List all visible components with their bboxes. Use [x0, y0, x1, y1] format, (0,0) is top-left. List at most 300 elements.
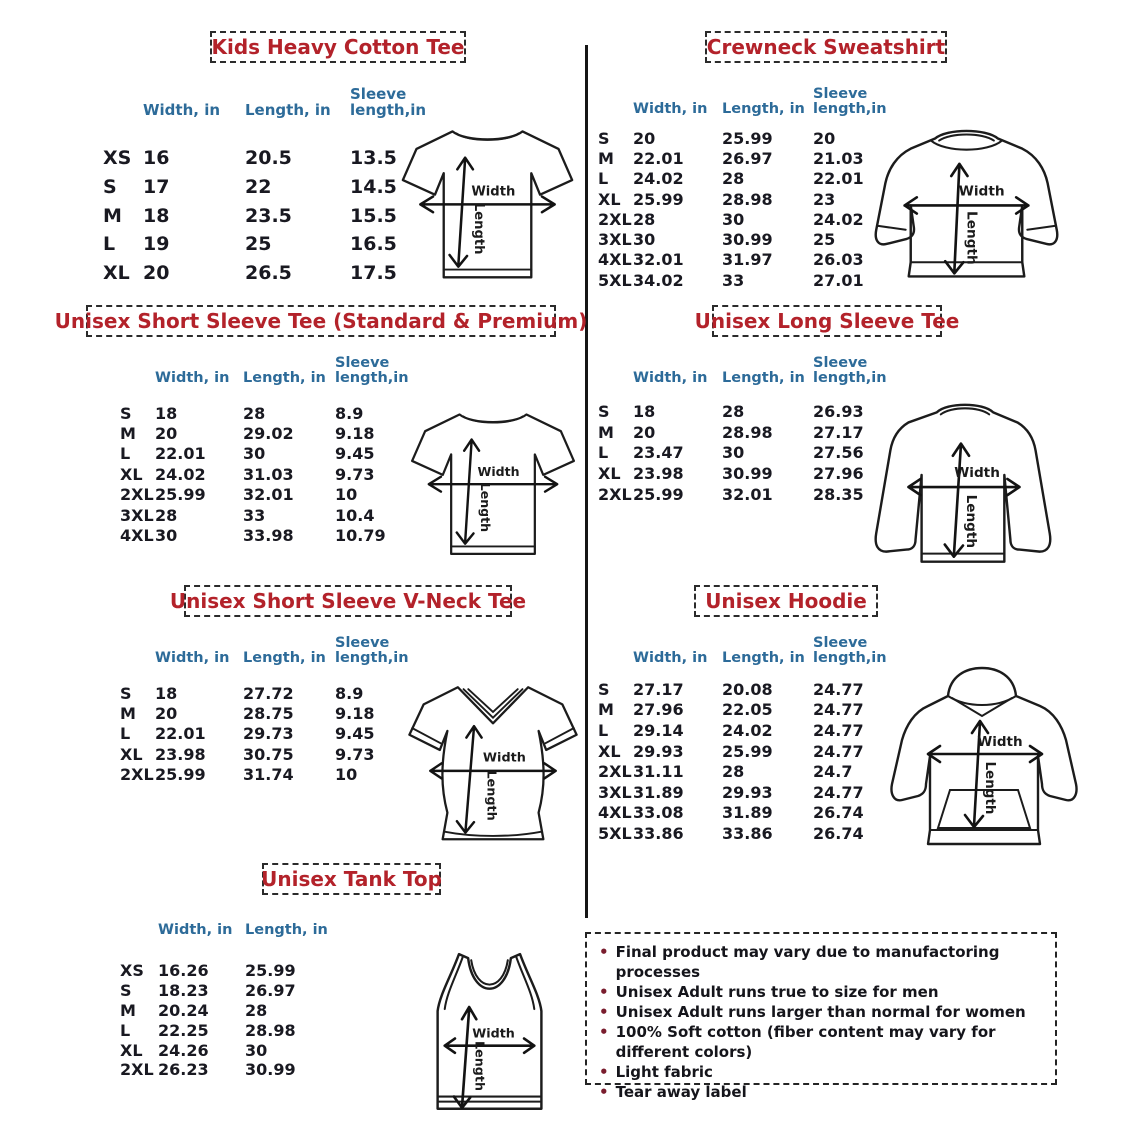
length-cell: 25.99	[245, 961, 296, 981]
length-cell: 31.74	[243, 765, 294, 785]
length-label: Length	[963, 494, 979, 549]
width-cell: 20	[633, 128, 656, 148]
note-text: 100% Soft cotton (fiber content may vary for different colors)	[615, 1023, 996, 1061]
size-cell: 5XL	[598, 823, 632, 843]
table-row	[598, 803, 897, 824]
width-cell: 34.02	[633, 270, 684, 290]
length-cell: 28	[722, 762, 745, 782]
table-row	[120, 683, 419, 703]
size-cell: 5XL	[598, 270, 632, 290]
size-cell: M	[598, 700, 614, 720]
width-cell: 20.24	[158, 1000, 209, 1020]
bullet-icon: •	[599, 983, 609, 1001]
title-text: Kids Heavy Cotton Tee	[211, 35, 465, 59]
length-cell: 32.01	[722, 485, 773, 505]
size-cell: L	[120, 724, 131, 744]
width-cell: 25.99	[633, 189, 684, 209]
col-width: Width, in	[155, 370, 230, 387]
col-sleeve: Sleeve length,in	[335, 354, 409, 387]
sleeve-cell: 10.4	[335, 505, 375, 525]
width-cell: 20	[143, 262, 170, 285]
col-length: Length, in	[245, 922, 328, 939]
note-text: Final product may vary due to manufactoring processes	[615, 943, 1000, 981]
section-title-longsleeve	[694, 305, 960, 337]
width-cell: 18.23	[158, 981, 209, 1001]
sleeve-cell: 9.18	[335, 424, 375, 444]
sleeve-cell: 24.7	[813, 762, 853, 782]
width-cell: 20	[155, 424, 178, 444]
sleeve-cell: 8.9	[335, 403, 364, 423]
length-label: Length	[470, 202, 486, 255]
width-cell: 25.99	[155, 485, 206, 505]
length-cell: 22.05	[722, 700, 773, 720]
bullet-icon: •	[599, 1003, 609, 1021]
width-cell: 23.47	[633, 443, 684, 463]
col-sleeve: Sleeve length,in	[813, 85, 887, 118]
sleeve-cell: 24.77	[813, 741, 864, 761]
col-length: Length, in	[243, 370, 326, 387]
length-cell: 20.5	[245, 147, 292, 170]
tank-top-illustration	[420, 948, 558, 1123]
unisex-ss-tee-illustration	[398, 394, 588, 566]
tank-table	[120, 905, 337, 1080]
sleeve-cell: 24.77	[813, 720, 864, 740]
size-cell: 2XL	[120, 485, 154, 505]
table-header	[120, 905, 337, 939]
size-cell: S	[598, 401, 610, 421]
size-cell: 2XL	[120, 765, 154, 785]
length-cell: 31.89	[722, 803, 773, 823]
sleeve-cell: 22.01	[813, 169, 864, 189]
length-cell: 33	[243, 505, 266, 525]
length-label: Length	[477, 482, 493, 533]
width-label: Width	[958, 183, 1005, 200]
table-row	[120, 1040, 337, 1060]
length-cell: 31.97	[722, 250, 773, 270]
table-header	[103, 84, 434, 118]
width-cell: 27.17	[633, 679, 684, 699]
table-row	[120, 1020, 337, 1040]
col-length: Length, in	[722, 370, 805, 387]
size-cell: 2XL	[598, 762, 632, 782]
table-row	[598, 761, 897, 782]
table-header	[598, 633, 897, 667]
size-cell: M	[120, 424, 136, 444]
sleeve-cell: 25	[813, 230, 836, 250]
width-cell: 24.26	[158, 1040, 209, 1060]
length-cell: 22	[245, 176, 272, 199]
length-cell: 28.98	[245, 1020, 296, 1040]
crewneck-table	[598, 84, 897, 290]
length-cell: 30	[243, 444, 266, 464]
table-row	[598, 401, 897, 422]
col-sleeve: Sleeve length,in	[813, 634, 887, 667]
table-row	[120, 464, 419, 484]
table-row	[120, 744, 419, 764]
table-row	[120, 961, 337, 981]
length-cell: 28	[722, 169, 745, 189]
sleeve-cell: 10.79	[335, 526, 386, 546]
size-cell: XS	[120, 961, 144, 981]
sleeve-cell: 24.77	[813, 782, 864, 802]
width-cell: 22.01	[633, 148, 684, 168]
width-cell: 18	[633, 401, 656, 421]
title-text: Unisex Tank Top	[261, 867, 442, 891]
width-label: Width	[954, 464, 1000, 481]
title-text: Unisex Long Sleeve Tee	[694, 309, 960, 333]
table-row	[120, 1060, 337, 1080]
size-cell: 2XL	[598, 209, 632, 229]
size-cell: L	[598, 169, 609, 189]
note-text: Unisex Adult runs larger than normal for women	[615, 1003, 1026, 1021]
width-cell: 23.98	[155, 744, 206, 764]
width-cell: 23.98	[633, 464, 684, 484]
col-width: Width, in	[633, 650, 708, 667]
sleeve-cell: 28.35	[813, 485, 864, 505]
length-cell: 30.99	[722, 230, 773, 250]
size-cell: 3XL	[598, 230, 632, 250]
size-cell: L	[598, 720, 609, 740]
size-cell: XL	[120, 464, 143, 484]
table-row	[103, 173, 434, 202]
table-row	[103, 230, 434, 259]
table-row	[598, 209, 897, 229]
length-cell: 31.03	[243, 464, 294, 484]
table-row	[120, 525, 419, 545]
section-title-kids-tee	[210, 31, 466, 63]
sleeve-cell: 17.5	[350, 262, 397, 285]
size-cell: M	[120, 1000, 136, 1020]
length-cell: 28.98	[722, 189, 773, 209]
table-row	[598, 741, 897, 762]
size-cell: M	[103, 204, 122, 227]
col-length: Length, in	[722, 101, 805, 118]
table-header	[598, 84, 897, 118]
sleeve-cell: 10	[335, 485, 358, 505]
table-header	[598, 353, 897, 387]
length-cell: 32.01	[243, 485, 294, 505]
table-body	[103, 144, 434, 287]
sleeve-cell: 24.02	[813, 209, 864, 229]
length-cell: 25	[245, 233, 272, 256]
table-row	[120, 485, 419, 505]
size-cell: S	[120, 403, 132, 423]
width-cell: 29.93	[633, 741, 684, 761]
table-row	[598, 679, 897, 700]
width-cell: 27.96	[633, 700, 684, 720]
sleeve-cell: 27.17	[813, 422, 864, 442]
size-cell: L	[120, 1020, 131, 1040]
size-cell: L	[120, 444, 131, 464]
title-text: Crewneck Sweatshirt	[706, 35, 946, 59]
hoodie-table	[598, 633, 897, 844]
width-cell: 28	[155, 505, 178, 525]
note-item	[599, 1022, 1043, 1062]
vneck-table	[120, 633, 419, 785]
table-row	[598, 700, 897, 721]
size-cell: S	[120, 981, 132, 1001]
width-cell: 22.25	[158, 1020, 209, 1040]
width-cell: 20	[633, 422, 656, 442]
kids-tee-table	[103, 84, 434, 287]
table-header	[120, 633, 419, 667]
length-cell: 29.93	[722, 782, 773, 802]
size-cell: 4XL	[120, 526, 154, 546]
sleeve-cell: 9.73	[335, 744, 375, 764]
width-cell: 33.86	[633, 823, 684, 843]
size-cell: XL	[598, 189, 621, 209]
size-cell: M	[598, 422, 614, 442]
col-width: Width, in	[633, 101, 708, 118]
sleeve-cell: 9.18	[335, 704, 375, 724]
table-row	[120, 703, 419, 723]
length-cell: 30	[722, 443, 745, 463]
col-length: Length, in	[722, 650, 805, 667]
bullet-icon: •	[599, 1083, 609, 1101]
size-cell: XL	[103, 262, 130, 285]
length-cell: 27.72	[243, 683, 294, 703]
vneck-illustration	[398, 666, 588, 851]
sleeve-cell: 24.77	[813, 679, 864, 699]
sleeve-cell: 23	[813, 189, 836, 209]
width-cell: 17	[143, 176, 170, 199]
size-cell: XL	[120, 744, 143, 764]
note-text: Light fabric	[615, 1063, 713, 1081]
width-cell: 25.99	[155, 765, 206, 785]
width-cell: 16	[143, 147, 170, 170]
table-body	[598, 679, 897, 844]
length-cell: 29.73	[243, 724, 294, 744]
width-cell: 22.01	[155, 724, 206, 744]
width-label: Width	[471, 184, 516, 200]
sleeve-cell: 9.73	[335, 464, 375, 484]
col-length: Length, in	[243, 650, 326, 667]
width-cell: 29.14	[633, 720, 684, 740]
length-cell: 26.97	[245, 981, 296, 1001]
note-item	[599, 982, 1043, 1002]
bullet-icon: •	[599, 1063, 609, 1081]
sleeve-cell: 26.93	[813, 401, 864, 421]
col-sleeve: Sleeve length,in	[813, 354, 887, 387]
size-cell: XL	[598, 741, 621, 761]
table-row	[120, 403, 419, 423]
longsleeve-table	[598, 353, 897, 505]
table-row	[598, 270, 897, 290]
sleeve-cell: 27.56	[813, 443, 864, 463]
sleeve-cell: 9.45	[335, 724, 375, 744]
table-row	[598, 782, 897, 803]
title-text: Unisex Short Sleeve Tee (Standard & Premium)	[54, 309, 588, 333]
size-cell: S	[103, 176, 117, 199]
length-cell: 30	[722, 209, 745, 229]
width-cell: 18	[155, 403, 178, 423]
width-cell: 32.01	[633, 250, 684, 270]
size-cell: XL	[120, 1040, 143, 1060]
length-cell: 30	[245, 1040, 268, 1060]
sleeve-cell: 14.5	[350, 176, 397, 199]
size-cell: 3XL	[120, 505, 154, 525]
sleeve-cell: 9.45	[335, 444, 375, 464]
product-notes-box	[585, 932, 1057, 1101]
width-cell: 22.01	[155, 444, 206, 464]
note-text: Tear away label	[615, 1083, 747, 1101]
section-title-crewneck	[705, 31, 947, 63]
note-item	[599, 1002, 1043, 1022]
length-cell: 30.99	[722, 464, 773, 484]
sleeve-cell: 26.74	[813, 803, 864, 823]
sleeve-cell: 27.01	[813, 270, 864, 290]
sleeve-cell: 27.96	[813, 464, 864, 484]
size-cell: 4XL	[598, 803, 632, 823]
crewneck-illustration	[858, 122, 1076, 297]
length-cell: 26.5	[245, 262, 292, 285]
length-cell: 28.75	[243, 704, 294, 724]
length-label: Length	[483, 770, 499, 821]
length-cell: 33	[722, 270, 745, 290]
table-row	[103, 259, 434, 288]
length-cell: 33.98	[243, 526, 294, 546]
section-title-hoodie	[694, 585, 878, 617]
table-row	[103, 144, 434, 173]
size-cell: M	[598, 148, 614, 168]
width-cell: 28	[633, 209, 656, 229]
size-cell: XL	[598, 464, 621, 484]
length-cell: 29.02	[243, 424, 294, 444]
sleeve-cell: 8.9	[335, 683, 364, 703]
width-cell: 31.89	[633, 782, 684, 802]
width-cell: 25.99	[633, 485, 684, 505]
width-cell: 33.08	[633, 803, 684, 823]
table-row	[598, 250, 897, 270]
sleeve-cell: 15.5	[350, 204, 397, 227]
width-label: Width	[977, 734, 1023, 750]
length-cell: 28	[243, 403, 266, 423]
note-text: Unisex Adult runs true to size for men	[615, 983, 939, 1001]
sleeve-cell: 20	[813, 128, 836, 148]
length-cell: 28.98	[722, 422, 773, 442]
section-title-unisex-ss	[54, 305, 588, 337]
bullet-icon: •	[599, 1023, 609, 1041]
width-cell: 24.02	[633, 169, 684, 189]
table-header	[120, 353, 419, 387]
table-body	[120, 961, 337, 1080]
size-cell: M	[120, 704, 136, 724]
sleeve-cell: 13.5	[350, 147, 397, 170]
width-cell: 31.11	[633, 762, 684, 782]
section-title-vneck	[169, 585, 527, 617]
col-sleeve: Sleeve length,in	[335, 634, 409, 667]
length-cell: 20.08	[722, 679, 773, 699]
length-cell: 25.99	[722, 128, 773, 148]
size-cell: 4XL	[598, 250, 632, 270]
width-cell: 26.23	[158, 1060, 209, 1080]
size-cell: S	[120, 683, 132, 703]
table-row	[120, 724, 419, 744]
size-cell: 2XL	[598, 485, 632, 505]
length-label: Length	[982, 761, 998, 815]
size-cell: XS	[103, 147, 132, 170]
col-width: Width, in	[155, 650, 230, 667]
note-item	[599, 942, 1043, 982]
table-row	[598, 229, 897, 249]
col-sleeve: Sleeve length,in	[350, 84, 427, 119]
length-label: Length	[472, 1041, 488, 1092]
width-label: Width	[477, 463, 520, 479]
table-row	[598, 720, 897, 741]
longsleeve-illustration	[856, 394, 1078, 574]
width-cell: 20	[155, 704, 178, 724]
table-row	[598, 148, 897, 168]
sleeve-cell: 21.03	[813, 148, 864, 168]
table-row	[598, 128, 897, 148]
size-cell: S	[598, 679, 610, 699]
size-cell: 3XL	[598, 782, 632, 802]
table-body	[598, 401, 897, 505]
table-body	[120, 683, 419, 785]
col-width: Width, in	[633, 370, 708, 387]
size-cell: L	[598, 443, 609, 463]
table-row	[598, 463, 897, 484]
hoodie-illustration	[882, 662, 1082, 862]
width-cell: 18	[155, 683, 178, 703]
col-length: Length, in	[245, 100, 331, 119]
width-cell: 18	[143, 204, 170, 227]
length-cell: 30.99	[245, 1060, 296, 1080]
unisex-ss-table	[120, 353, 419, 546]
col-width: Width, in	[158, 922, 233, 939]
table-row	[103, 201, 434, 230]
title-text: Unisex Short Sleeve V-Neck Tee	[169, 589, 527, 613]
length-cell: 25.99	[722, 741, 773, 761]
table-row	[120, 423, 419, 443]
table-row	[598, 823, 897, 844]
width-label: Width	[482, 750, 526, 766]
table-row	[120, 505, 419, 525]
table-row	[598, 169, 897, 189]
table-body	[598, 128, 897, 290]
table-row	[120, 765, 419, 785]
width-label: Width	[472, 1025, 515, 1041]
note-item	[599, 1082, 1043, 1102]
sleeve-cell: 10	[335, 765, 358, 785]
table-row	[120, 444, 419, 464]
table-row	[120, 981, 337, 1001]
table-row	[598, 443, 897, 464]
size-cell: 2XL	[120, 1060, 154, 1080]
length-cell: 23.5	[245, 204, 292, 227]
length-label: Length	[963, 211, 980, 265]
width-cell: 30	[155, 526, 178, 546]
length-cell: 30.75	[243, 744, 294, 764]
sleeve-cell: 16.5	[350, 233, 397, 256]
length-cell: 33.86	[722, 823, 773, 843]
table-row	[598, 422, 897, 443]
section-title-tank	[262, 863, 441, 895]
table-body	[120, 403, 419, 546]
table-row	[598, 484, 897, 505]
kids-tee-illustration	[390, 110, 585, 290]
sleeve-cell: 24.77	[813, 700, 864, 720]
bullet-icon: •	[599, 943, 609, 961]
length-cell: 28	[245, 1000, 268, 1020]
width-cell: 16.26	[158, 961, 209, 981]
note-item	[599, 1062, 1043, 1082]
length-cell: 24.02	[722, 720, 773, 740]
width-cell: 19	[143, 233, 170, 256]
width-cell: 24.02	[155, 464, 206, 484]
width-cell: 30	[633, 230, 656, 250]
table-row	[598, 189, 897, 209]
